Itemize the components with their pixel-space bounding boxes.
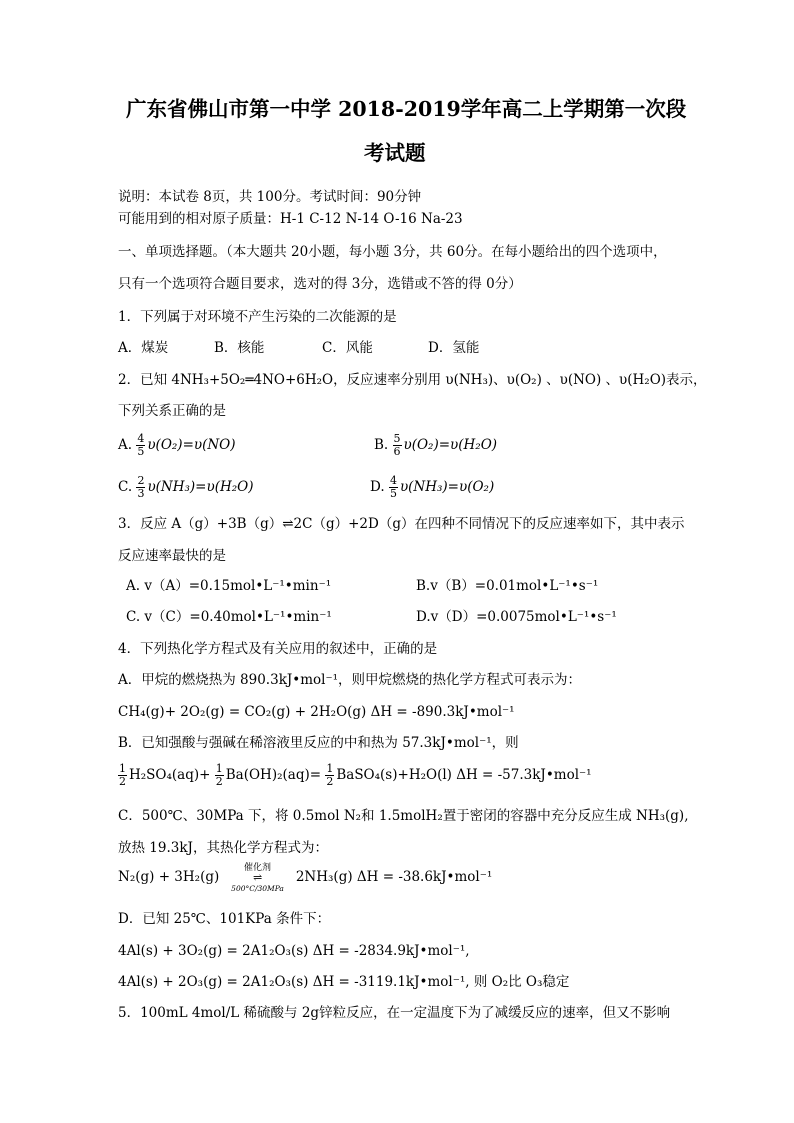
q5-stem-line1: 5．100mL 4mol/L 稀硫酸与 2g锌粒反应，在一定温度下为了减缓反应的速率，但又不影响: [118, 1005, 671, 1021]
page-title-line1: 广东省佛山市第一中学 2018-2019学年高二上学期第一次段: [126, 97, 687, 121]
page-title-line2: 考试题: [364, 141, 426, 165]
q4-b-eq-part2: Ba(OH)₂(aq)=: [225, 767, 322, 783]
q3-option-c: C. v（C）=0.40mol•L⁻¹•min⁻¹: [126, 609, 332, 625]
q4-option-b-equation: [118, 760, 592, 790]
q3-option-a: A. v（A）=0.15mol•L⁻¹•min⁻¹: [126, 578, 332, 594]
q1-option-d: D．氢能: [428, 340, 480, 356]
q4-c-eq-right: 2NH₃(g) ΔH = -38.6kJ•mol⁻¹: [295, 869, 493, 885]
q1-option-a: A．煤炭: [118, 340, 169, 356]
frac-denominator: 2: [119, 775, 126, 788]
frac-numerator: 4: [389, 474, 397, 487]
q4-b-eq-part3: BaSO₄(s)+H₂O(l) ΔH = -57.3kJ•mol⁻¹: [336, 767, 592, 783]
q4-option-b-line1: B．已知强酸与强碱在稀溶液里反应的中和热为 57.3kJ•mol⁻¹，则: [118, 735, 519, 751]
condition-label: 500°C/30MPa: [231, 883, 284, 893]
frac-numerator: 1: [119, 762, 126, 775]
frac-numerator: 5: [393, 432, 401, 445]
q4-b-fraction-1: [118, 763, 127, 788]
q2-option-c: [118, 472, 253, 502]
section1-heading-line1: 一、单项选择题。（本大题共 20小题，每小题 3分，共 60分。在每小题给出的四个选项中，: [118, 244, 667, 260]
frac-denominator: 2: [215, 775, 223, 788]
q4-option-c-line1: C．500℃、30MPa 下，将 0.5mol N₂和 1.5molH₂置于密闭的容器中充分反应生成 NH₃(g),: [118, 808, 689, 824]
q2-option-b: [374, 430, 497, 460]
frac-denominator: 2: [326, 775, 334, 788]
q2-option-d-label: D.: [370, 479, 385, 495]
q2-option-a-expr: υ(O₂)=υ(NO): [147, 437, 236, 453]
q2-option-a: [118, 430, 236, 460]
catalyst-label: 催化剂: [244, 862, 272, 873]
q4-option-d-line1: D．已知 25℃、101KPa 条件下：: [118, 911, 331, 927]
q3-stem-line2: 反应速率最快的是: [118, 548, 226, 564]
q2-option-c-expr: υ(NH₃)=υ(H₂O): [147, 479, 254, 495]
q1-option-c: C．风能: [322, 340, 373, 356]
frac-denominator: 3: [137, 487, 145, 500]
q4-option-c-equation: [118, 861, 492, 893]
frac-denominator: 5: [137, 445, 145, 458]
q4-stem: 4．下列热化学方程式及有关应用的叙述中，正确的是: [118, 641, 438, 657]
frac-numerator: 1: [215, 762, 223, 775]
reversible-arrow-icon: ⇌: [252, 870, 263, 884]
q4-b-eq-part1: H₂SO₄(aq)+: [129, 767, 211, 783]
q2-stem-line2: 下列关系正确的是: [118, 403, 226, 419]
frac-numerator: 1: [326, 762, 334, 775]
reaction-condition-arrow: [224, 863, 292, 893]
frac-denominator: 6: [393, 445, 401, 458]
atomic-mass-info: 可能用到的相对原子质量：H-1 C-12 N-14 O-16 Na-23: [118, 211, 463, 227]
q3-stem-line1: 3．反应 A（g）+3B（g）⇌2C（g）+2D（g）在四种不同情况下的反应速率如下，其中表示: [118, 516, 685, 532]
q2-option-d-fraction: [389, 475, 398, 500]
q2-option-d-expr: υ(NH₃)=υ(O₂): [399, 479, 495, 495]
q2-option-b-label: B.: [374, 437, 389, 453]
frac-numerator: 2: [137, 474, 145, 487]
q4-option-d-equation2: 4Al(s) + 2O₃(g) = 2A1₂O₃(s) ΔH = -3119.1kJ•mol⁻¹, 则 O₂比 O₃稳定: [118, 974, 570, 990]
q4-b-fraction-3: [325, 763, 334, 788]
q2-stem-line1: 2．已知 4NH₃+5O₂═4NO+6H₂O，反应速率分别用 υ(NH₃)、υ(O₂) 、υ(NO) 、υ(H₂O)表示，: [118, 372, 707, 388]
q2-option-c-fraction: [136, 475, 145, 500]
q2-option-b-expr: υ(O₂)=υ(H₂O): [403, 437, 498, 453]
q4-option-a-equation: CH₄(g)+ 2O₂(g) = CO₂(g) + 2H₂O(g) ΔH = -890.3kJ•mol⁻¹: [118, 704, 515, 720]
q2-option-a-label: A.: [118, 437, 133, 453]
q3-option-d: D.v（D）=0.0075mol•L⁻¹•s⁻¹: [416, 609, 617, 625]
frac-denominator: 5: [389, 487, 397, 500]
section1-heading-line2: 只有一个选项符合题目要求，选对的得 3分，选错或不答的得 0分）: [118, 276, 522, 292]
q1-option-b: B．核能: [214, 340, 265, 356]
q4-option-a-line1: A．甲烷的燃烧热为 890.3kJ•mol⁻¹，则甲烷燃烧的热化学方程式可表示为：: [118, 672, 582, 688]
q2-option-a-fraction: [136, 433, 145, 458]
q4-c-eq-left: N₂(g) + 3H₂(g): [118, 869, 220, 885]
q2-option-d: [370, 472, 494, 502]
q1-stem: 1．下列属于对环境不产生污染的二次能源的是: [118, 309, 397, 325]
q2-option-c-label: C.: [118, 479, 133, 495]
q2-option-b-fraction: [393, 433, 402, 458]
exam-note: 说明：本试卷 8页，共 100分。考试时间：90分钟: [118, 189, 422, 205]
q3-option-b: B.v（B）=0.01mol•L⁻¹•s⁻¹: [416, 578, 599, 594]
q4-option-d-equation1: 4Al(s) + 3O₂(g) = 2A1₂O₃(s) ΔH = -2834.9kJ•mol⁻¹,: [118, 943, 470, 959]
q4-option-c-line2: 放热 19.3kJ，其热化学方程式为：: [118, 840, 328, 856]
q4-b-fraction-2: [215, 763, 224, 788]
frac-numerator: 4: [137, 432, 145, 445]
